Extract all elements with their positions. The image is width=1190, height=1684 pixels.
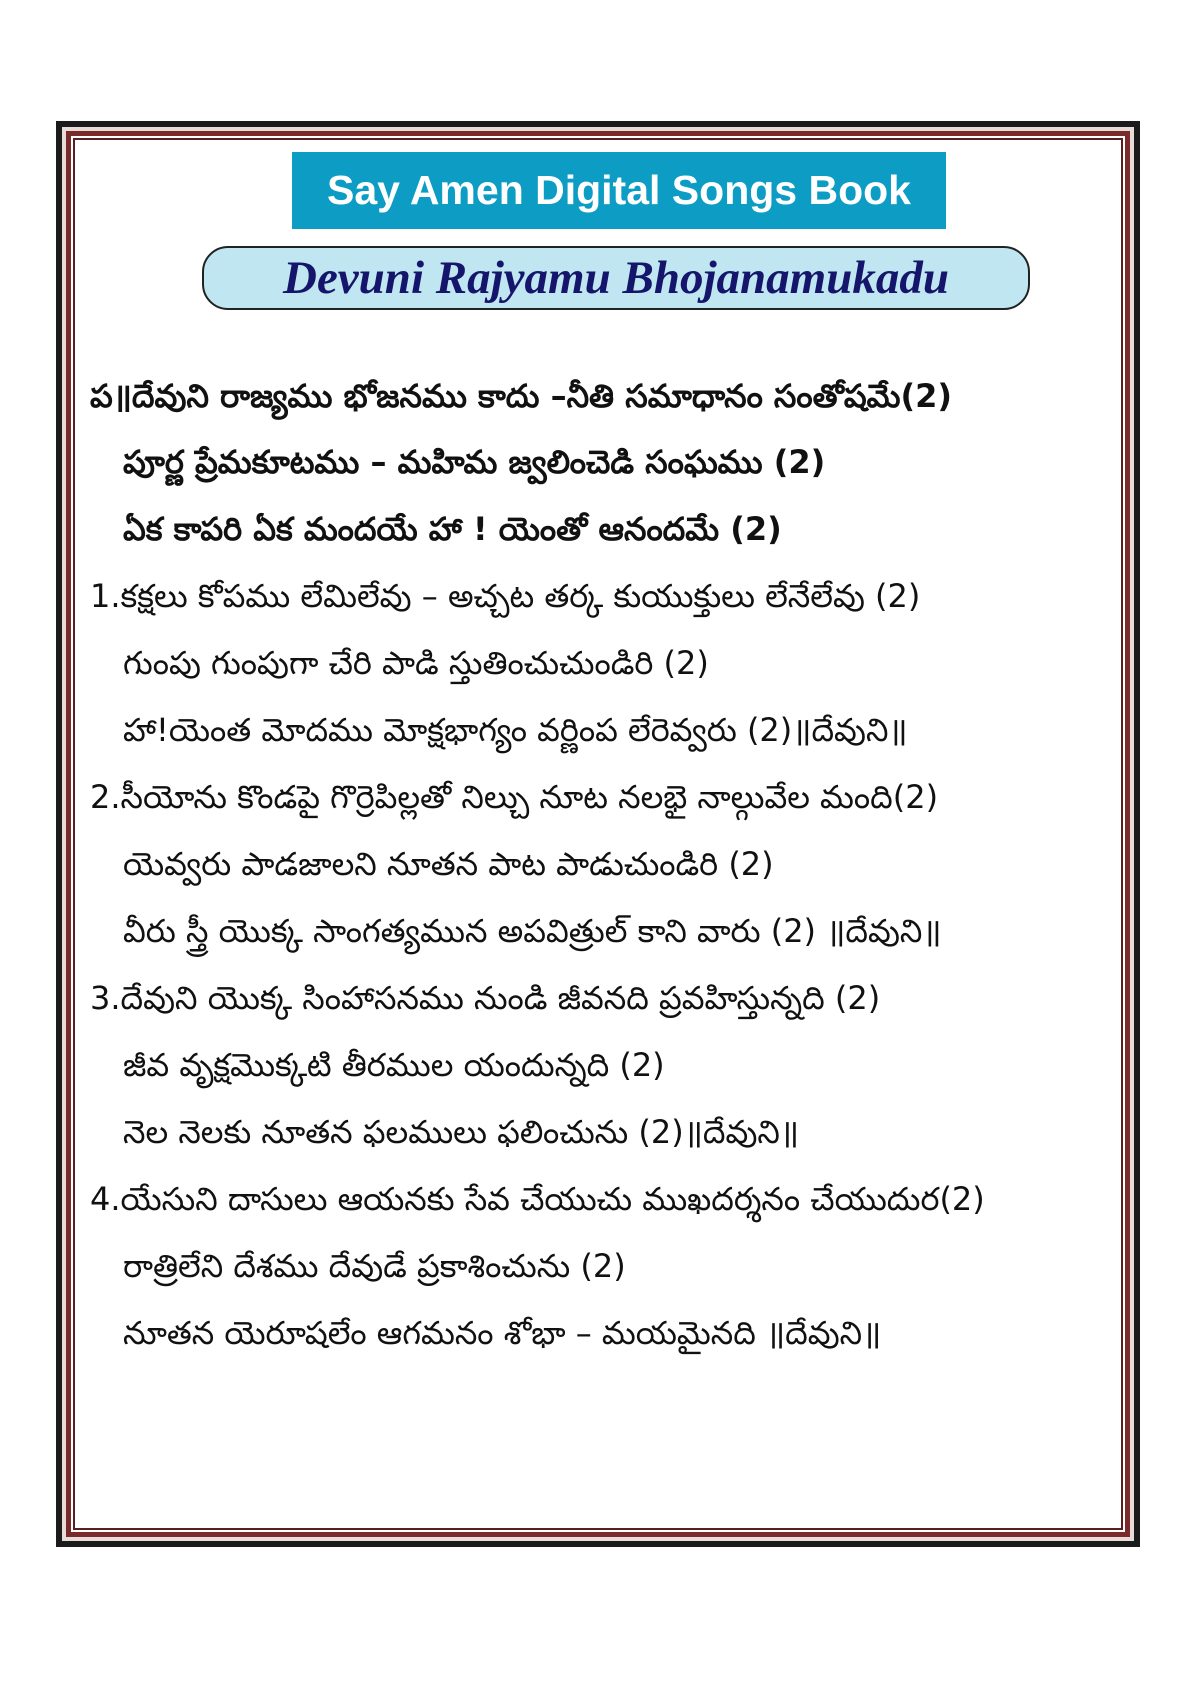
verse3-line-3: నెల నెలకు నూతన ఫలములు ఫలించును (2)॥దేవుని॥	[123, 1113, 800, 1151]
verse2-line-1: 2.సీయోను కొండపై గొర్రెపిల్లతో నిల్చు నూట నలభై నాల్గువేల మంది(2)	[90, 778, 939, 816]
verse3-line-2: జీవ వృక్షమొక్కటి తీరముల యందున్నది (2)	[123, 1046, 665, 1084]
verse2-line-3: వీరు స్త్రీ యొక్క సాంగత్యమున అపవిత్రుల్ కాని వారు (2) ॥దేవుని॥	[123, 912, 942, 950]
chorus-line-2: పూర్ణ ప్రేమకూటము – మహిమ జ్వలించెడి సంఘము (2)	[123, 443, 826, 481]
verse2-line-2: యెవ్వరు పాడజాలని నూతన పాట పాడుచుండిరి (2)	[123, 845, 774, 883]
song-title: Devuni Rajyamu Bhojanamukadu	[202, 246, 1030, 310]
chorus-line-3: ఏక కాపరి ఏక మందయే హా ! యెంతో ఆనందమే (2)	[123, 510, 782, 548]
verse4-line-3: నూతన యెరూషలేం ఆగమనం శోభా – మయమైనది ॥దేవుని॥	[123, 1314, 882, 1352]
verse3-line-1: 3.దేవుని యొక్క సింహాసనము నుండి జీవనది ప్రవహిస్తున్నది (2)	[90, 979, 881, 1017]
chorus-line-1: ప॥దేవుని రాజ్యము భోజనము కాదు –నీతి సమాధానం సంతోషమే(2)	[90, 377, 953, 415]
book-title-banner: Say Amen Digital Songs Book	[292, 152, 946, 229]
verse4-line-2: రాత్రిలేని దేశము దేవుడే ప్రకాశించును (2)	[123, 1247, 626, 1285]
verse4-line-1: 4.యేసుని దాసులు ఆయనకు సేవ చేయుచు ముఖదర్శనం చేయుదుర(2)	[90, 1180, 985, 1218]
verse1-line-1: 1.కక్షలు కోపము లేమిలేవు – అచ్చట తర్క కుయుక్తులు లేనేలేవు (2)	[90, 577, 921, 615]
verse1-line-3: హా!యెంత మోదము మోక్షభాగ్యం వర్ణింప లేరెవ్వరు (2)॥దేవుని॥	[123, 711, 908, 749]
verse1-line-2: గుంపు గుంపుగా చేరి పాడి స్తుతించుచుండిరి (2)	[123, 644, 709, 682]
